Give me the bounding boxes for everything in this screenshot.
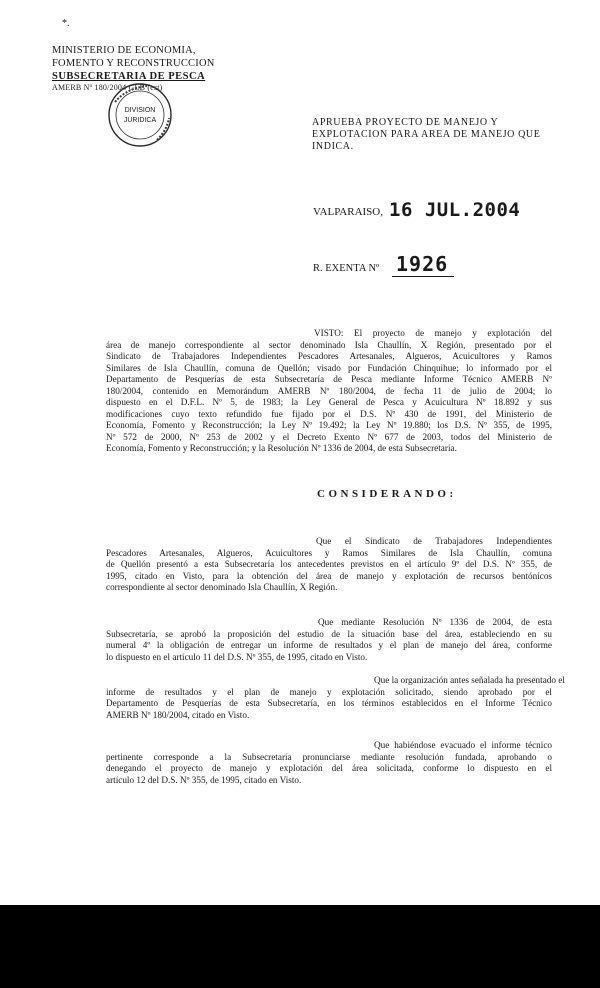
paragraph-line: de Quellón presentó a esta Subsecretaría los antecedentes previstos en el artículo 9º del D.S. Nº 355, de (106, 559, 552, 569)
resolution-number: 1926 (396, 252, 449, 276)
ministry-name-line1: MINISTERIO DE ECONOMIA, (52, 45, 196, 56)
paragraph-line: AMERB Nº 180/2004, citado en Visto. (106, 709, 250, 720)
paragraph-line: numeral 4º la obligación de entregar un informe de resultados y el plan de manejo del área, conforme (106, 640, 552, 650)
paragraph-line: artículo 12 del D.S. Nº 355, de 1995, citado en Visto. (106, 774, 302, 785)
seal-label-line1: DIVISION (124, 107, 156, 114)
title-line3: INDICA. (312, 141, 354, 152)
ministry-name-line2: FOMENTO Y RECONSTRUCCION (52, 58, 215, 69)
paragraph-line: Que mediante Resolución Nº 1336 de 2004, de esta (318, 617, 552, 627)
considerando-paragraph-2 (106, 617, 552, 663)
visto-line: 180/2004, contenido en Memorándum AMERB Nº 180/2004, de fecha 11 de julio de 2004; lo (106, 385, 552, 396)
paragraph-line: Departamento de Pesquerías de esta Subsecretaría, en los términos establecidos en el Informe Técnico (106, 698, 552, 708)
paragraph-line: correspondiente al sector denominado Isla Chaullín, X Región. (106, 582, 338, 592)
visto-line: VISTO: El proyecto de manejo y explotación del (314, 328, 552, 338)
title-line2: EXPLOTACION PARA AREA DE MANEJO QUE (312, 129, 541, 140)
date-place: VALPARAISO, (313, 206, 383, 218)
resolution-title (312, 117, 568, 153)
subsecretaria-name: SUBSECRETARIA DE PESCA (52, 71, 206, 82)
visto-line: Sindicato de Trabajadores Independientes Pescadores Artesanales, Algueros, Acuicultores y Ramos (106, 351, 552, 361)
considerando-paragraph-1 (106, 536, 552, 594)
considerando-paragraph-3 (106, 675, 565, 721)
resolution-underline (392, 276, 454, 277)
paragraph-line: Pescadores Artesanales, Algueros, Acuicultores y Ramos Similares de Isla Chaullín, comuna (106, 547, 552, 558)
paragraph-line: Que habiéndose evacuado el informe técnico (374, 740, 552, 750)
division-juridica-seal (107, 82, 173, 148)
visto-line: Economía, Fomento y Reconstrucción; y la Resolución Nº 1336 de 2004, de esta Subsecretaría. (106, 443, 457, 453)
paragraph-line: pertinente corresponde a la Subsecretaría pronunciarse mediante resolución fundada, aprobando o (106, 751, 552, 762)
paragraph-line: lo dispuesto en el artículo 11 del D.S. Nº 355, de 1995, citado en Visto. (106, 651, 368, 662)
reference-code: AMERB Nº 180/2004 GLB (est) (52, 83, 163, 92)
visto-line: dispuesto en el D.F.L. Nº 5, de 1983; la Ley General de Pesca y Acuicultura Nº 18.892 y sus (106, 397, 552, 407)
visto-line: Economía, Fomento y Reconstrucción; la Ley Nº 19.492; la Ley Nº 19.880; los D.S. Nº 355, de 1995, (106, 420, 552, 430)
paragraph-line: Que la organización antes señalada ha presentado el (374, 675, 565, 685)
visto-line: Departamento de Pesquerías de esta Subsecretaría de Pesca mediante Informe Técnico AMERB Nº (106, 374, 552, 384)
visto-line: área de manejo correspondiente al sector denominado Isla Chaullín, X Región, presentado por el (106, 339, 552, 350)
visto-line: Similares de Isla Chaullín, comuna de Quellón; visado por Fundación Chinquihue; lo informado por el (106, 362, 552, 373)
visto-paragraph (106, 328, 552, 455)
paragraph-line: denegando el proyecto de manejo y explotación del área solicitada, conforme lo dispuesto en el (106, 763, 552, 773)
paragraph-line: Subsecretaría, se aprobó la proposición del estudio de la situación base del área, estableciendo en su (106, 628, 552, 639)
considerando-heading: CONSIDERANDO: (317, 488, 457, 500)
scan-border-band (0, 905, 600, 988)
considerando-paragraph-4 (106, 740, 552, 786)
visto-line: Nº 572 de 2000, Nº 253 de 2002 y el Decreto Exento Nº 677 de 2003, todos del Ministerio de (106, 431, 552, 442)
title-line1: APRUEBA PROYECTO DE MANEJO Y (312, 117, 499, 128)
resolution-label: R. EXENTA Nº (313, 263, 380, 274)
visto-line: modificaciones cuyo texto refundido fue fijado por el D.S. Nº 430 de 1991, del Ministerio de (106, 408, 552, 419)
corner-mark: *. (62, 18, 70, 29)
paragraph-line: 1995, citado en Visto, para la obtención del área de manejo y explotación de recursos bentónicos (106, 570, 552, 581)
paragraph-line: informe de resultados y el plan de manejo y explotación solicitado, siendo aprobado por el (106, 686, 552, 697)
seal-label-line2: JURIDICA (123, 117, 157, 124)
date-stamp: 16 JUL.2004 (389, 199, 521, 221)
paragraph-line: Que el Sindicato de Trabajadores Independientes (316, 536, 552, 546)
